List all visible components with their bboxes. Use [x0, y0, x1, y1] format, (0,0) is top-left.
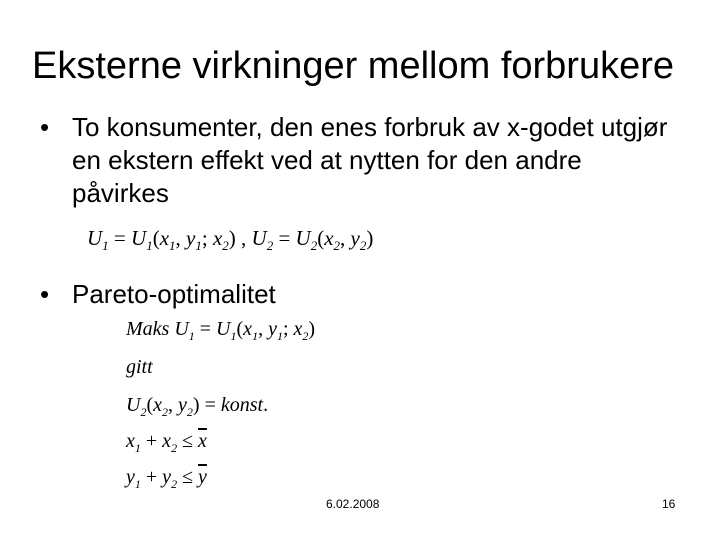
slide-title: Eksterne virkninger mellom forbrukere	[32, 45, 675, 87]
bullet-text: Pareto-optimalitet	[72, 279, 276, 309]
objective-formula: Maks $U_1 = U_1(x_1$, $y_1$; $x_2$)	[126, 318, 316, 343]
bullet-item-2	[40, 278, 680, 311]
given-label: gitt	[126, 356, 153, 378]
page-number: 16	[662, 497, 676, 511]
constraint-x: $x_1 + x_2 \le \overline{x}$	[126, 430, 207, 455]
constraint-y: $y_1 + y_2 \le \overline{y}$	[126, 466, 207, 491]
bullet-marker: •	[40, 279, 50, 309]
bullet-text: To konsumenter, den enes forbruk av x-godet utgjør en ekstern effekt ved at nytten for den andre påvirkes	[72, 112, 668, 208]
footer-date: 6.02.2008	[326, 497, 380, 511]
bullet-marker: •	[40, 112, 50, 142]
bullet-item-1	[40, 111, 680, 210]
constraint-utility: $U_2(x_2$, $y_2$) = konst.	[126, 394, 269, 419]
utility-formula: $U_1 = U_1(x_1$, $y_1$; $x_2$) , $U_2 = U_2(x_2$, $y_2$)	[87, 226, 374, 253]
